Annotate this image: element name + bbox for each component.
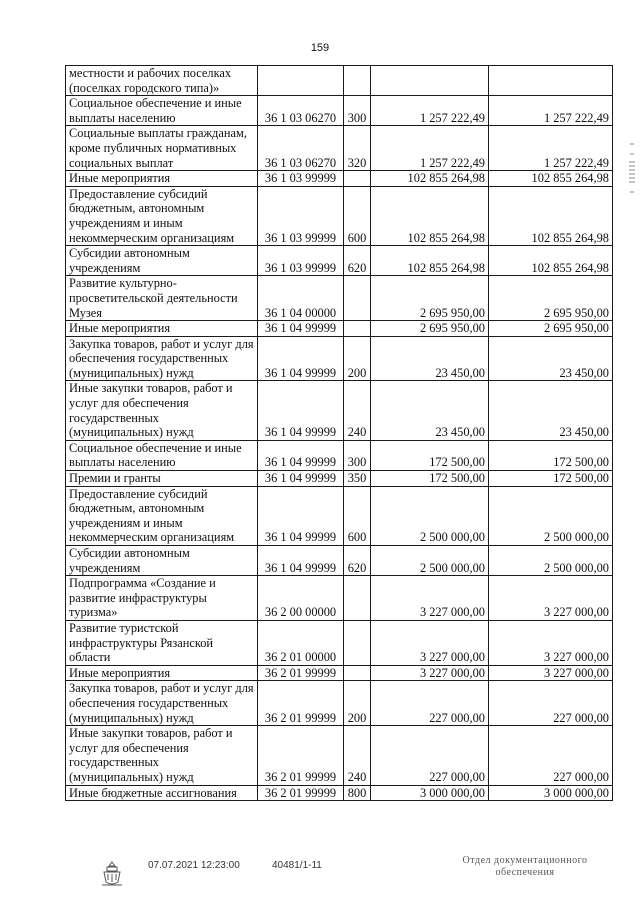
table-row: [66, 321, 613, 337]
table-row: [66, 186, 613, 245]
stamp-timestamp: 07.07.2021 12:23:00: [148, 860, 240, 871]
row-amount-plan: 23 450,00: [371, 336, 489, 381]
table-row: [66, 471, 613, 487]
row-target-code: 36 2 01 99999: [258, 785, 344, 801]
row-expense-type: [344, 276, 371, 321]
row-amount-plan: 1 257 222,49: [371, 96, 489, 126]
row-name: Премии и гранты: [66, 471, 258, 487]
row-name: Социальные выплаты гражданам, кроме публичных нормативных социальных выплат: [66, 126, 258, 171]
row-amount-total: 102 855 264,98: [489, 186, 613, 245]
row-amount-plan: 3 227 000,00: [371, 620, 489, 665]
table-row: [66, 96, 613, 126]
row-target-code: 36 1 04 99999: [258, 381, 344, 440]
row-expense-type: 600: [344, 186, 371, 245]
row-amount-total: 2 500 000,00: [489, 486, 613, 545]
row-amount-plan: 172 500,00: [371, 471, 489, 487]
row-name: Закупка товаров, работ и услуг для обеспечения государственных (муниципальных) нужд: [66, 336, 258, 381]
row-expense-type: 320: [344, 126, 371, 171]
row-target-code: 36 2 01 99999: [258, 726, 344, 785]
row-name: местности и рабочих поселках (поселках городского типа)»: [66, 66, 258, 96]
row-expense-type: 620: [344, 246, 371, 276]
row-amount-total: 102 855 264,98: [489, 171, 613, 187]
coat-of-arms-icon: [98, 859, 126, 887]
row-amount-plan: 227 000,00: [371, 681, 489, 726]
row-target-code: 36 1 04 99999: [258, 471, 344, 487]
table-row: [66, 66, 613, 96]
row-amount-total: 102 855 264,98: [489, 246, 613, 276]
row-expense-type: 300: [344, 440, 371, 470]
table-row: [66, 785, 613, 801]
row-name: Предоставление субсидий бюджетным, автономным учреждениям и иным некоммерческим организациям: [66, 486, 258, 545]
department-stamp: Отдел документационного обеспечения: [462, 855, 588, 878]
row-name: Развитие туристской инфраструктуры Рязанской области: [66, 620, 258, 665]
budget-table-body: [66, 66, 613, 801]
row-amount-plan: 1 257 222,49: [371, 126, 489, 171]
table-row: [66, 576, 613, 621]
row-name: Иные закупки товаров, работ и услуг для обеспечения государственных (муниципальных) нужд: [66, 726, 258, 785]
row-target-code: 36 1 04 99999: [258, 440, 344, 470]
row-expense-type: [344, 620, 371, 665]
row-amount-total: 23 450,00: [489, 336, 613, 381]
row-name: Закупка товаров, работ и услуг для обеспечения государственных (муниципальных) нужд: [66, 681, 258, 726]
row-amount-total: 1 257 222,49: [489, 96, 613, 126]
row-amount-plan: 227 000,00: [371, 726, 489, 785]
row-amount-plan: 3 227 000,00: [371, 576, 489, 621]
row-name: Субсидии автономным учреждениям: [66, 546, 258, 576]
row-target-code: 36 1 03 99999: [258, 246, 344, 276]
table-row: [66, 126, 613, 171]
row-name: Предоставление субсидий бюджетным, автономным учреждениям и иным некоммерческим организациям: [66, 186, 258, 245]
row-amount-plan: 102 855 264,98: [371, 171, 489, 187]
row-name: Развитие культурно-просветительской деятельности Музея: [66, 276, 258, 321]
row-amount-total: 23 450,00: [489, 381, 613, 440]
budget-table: [65, 65, 613, 801]
row-expense-type: 800: [344, 785, 371, 801]
row-amount-total: 3 227 000,00: [489, 576, 613, 621]
row-amount-total: 3 227 000,00: [489, 620, 613, 665]
row-expense-type: 350: [344, 471, 371, 487]
page-footer: [0, 855, 640, 899]
row-target-code: 36 1 03 99999: [258, 171, 344, 187]
row-amount-plan: 3 000 000,00: [371, 785, 489, 801]
row-amount-plan: 2 695 950,00: [371, 321, 489, 337]
row-expense-type: [344, 171, 371, 187]
row-expense-type: [344, 321, 371, 337]
row-target-code: 36 2 01 99999: [258, 681, 344, 726]
row-name: Социальное обеспечение и иные выплаты населению: [66, 440, 258, 470]
row-amount-plan: 23 450,00: [371, 381, 489, 440]
row-expense-type: [344, 66, 371, 96]
row-amount-total: 2 695 950,00: [489, 321, 613, 337]
table-row: [66, 440, 613, 470]
row-target-code: 36 1 04 99999: [258, 336, 344, 381]
table-row: [66, 546, 613, 576]
row-target-code: 36 2 00 00000: [258, 576, 344, 621]
row-amount-total: [489, 66, 613, 96]
table-row: [66, 681, 613, 726]
row-amount-plan: 2 500 000,00: [371, 546, 489, 576]
row-name: Иные бюджетные ассигнования: [66, 785, 258, 801]
row-expense-type: 200: [344, 681, 371, 726]
row-target-code: 36 1 03 06270: [258, 96, 344, 126]
row-amount-plan: 102 855 264,98: [371, 246, 489, 276]
row-amount-total: 3 227 000,00: [489, 665, 613, 681]
row-amount-total: 172 500,00: [489, 471, 613, 487]
row-amount-plan: 3 227 000,00: [371, 665, 489, 681]
row-name: Субсидии автономным учреждениям: [66, 246, 258, 276]
row-amount-total: 227 000,00: [489, 681, 613, 726]
row-name: Социальное обеспечение и иные выплаты населению: [66, 96, 258, 126]
row-name: Иные закупки товаров, работ и услуг для обеспечения государственных (муниципальных) нужд: [66, 381, 258, 440]
row-amount-total: 227 000,00: [489, 726, 613, 785]
row-expense-type: 240: [344, 726, 371, 785]
row-amount-total: 2 695 950,00: [489, 276, 613, 321]
row-target-code: 36 2 01 99999: [258, 665, 344, 681]
row-expense-type: [344, 665, 371, 681]
table-row: [66, 486, 613, 545]
scan-edge-marks: [628, 140, 636, 200]
row-target-code: 36 1 03 99999: [258, 186, 344, 245]
table-row: [66, 620, 613, 665]
row-target-code: [258, 66, 344, 96]
table-row: [66, 246, 613, 276]
row-expense-type: 600: [344, 486, 371, 545]
row-expense-type: 620: [344, 546, 371, 576]
row-target-code: 36 1 04 00000: [258, 276, 344, 321]
table-row: [66, 276, 613, 321]
row-amount-plan: [371, 66, 489, 96]
row-amount-plan: 2 500 000,00: [371, 486, 489, 545]
row-expense-type: 300: [344, 96, 371, 126]
table-row: [66, 381, 613, 440]
row-amount-total: 1 257 222,49: [489, 126, 613, 171]
row-target-code: 36 1 04 99999: [258, 486, 344, 545]
table-row: [66, 726, 613, 785]
row-amount-total: 172 500,00: [489, 440, 613, 470]
row-name: Подпрограмма «Создание и развитие инфраструктуры туризма»: [66, 576, 258, 621]
row-name: Иные мероприятия: [66, 665, 258, 681]
row-expense-type: [344, 576, 371, 621]
table-row: [66, 171, 613, 187]
row-amount-plan: 172 500,00: [371, 440, 489, 470]
row-target-code: 36 1 04 99999: [258, 321, 344, 337]
row-amount-total: 3 000 000,00: [489, 785, 613, 801]
row-amount-total: 2 500 000,00: [489, 546, 613, 576]
page-number: 159: [310, 42, 330, 54]
row-target-code: 36 1 04 99999: [258, 546, 344, 576]
row-name: Иные мероприятия: [66, 321, 258, 337]
row-name: Иные мероприятия: [66, 171, 258, 187]
row-amount-plan: 102 855 264,98: [371, 186, 489, 245]
row-amount-plan: 2 695 950,00: [371, 276, 489, 321]
row-expense-type: 200: [344, 336, 371, 381]
table-row: [66, 336, 613, 381]
table-row: [66, 665, 613, 681]
row-target-code: 36 1 03 06270: [258, 126, 344, 171]
row-target-code: 36 2 01 00000: [258, 620, 344, 665]
stamp-document-number: 40481/1-11: [272, 860, 322, 871]
row-expense-type: 240: [344, 381, 371, 440]
